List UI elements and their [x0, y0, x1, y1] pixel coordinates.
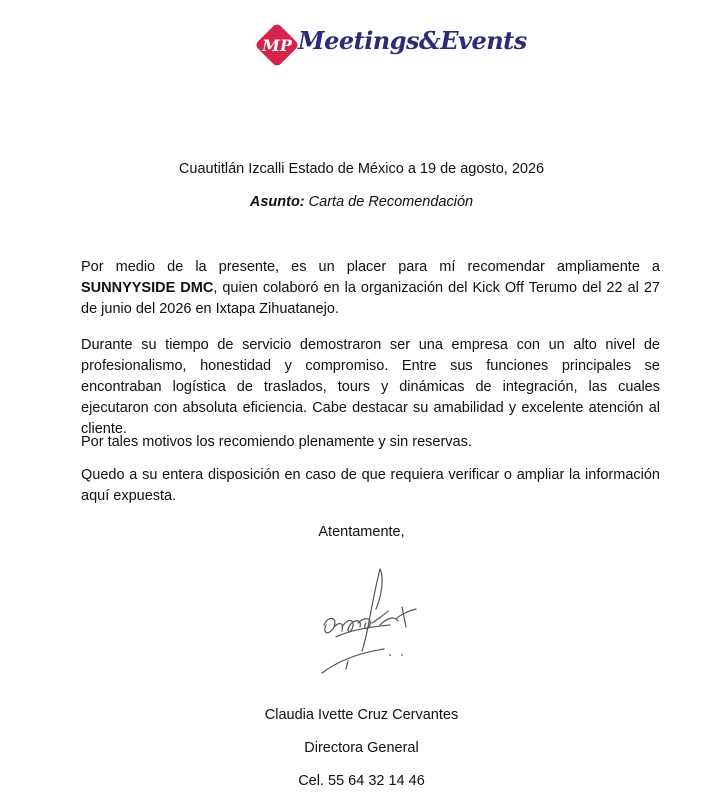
subject-value: Carta de Recomendación [308, 194, 474, 210]
closing-salutation: Atentamente, [318, 524, 405, 540]
signatory-name: Claudia Ivette Cruz Cervantes [264, 707, 459, 723]
subject-label: Asunto: [249, 194, 305, 210]
company-logo [254, 20, 527, 76]
subject-line [0, 193, 723, 211]
paragraph-recommendation [81, 257, 660, 320]
svg-text:MP: MP [262, 36, 292, 55]
handwritten-signature [318, 565, 428, 680]
logo-wordmark: Meetings&Events [298, 26, 527, 55]
signatory-role: Directora General [304, 740, 419, 756]
signatory-phone: Cel. 55 64 32 14 46 [298, 773, 425, 789]
logo-mark-icon [254, 22, 300, 68]
paragraph-availability: Quedo a su entera disposición en caso de que requiera verificar o ampliar la información aquí expuesta. [81, 467, 660, 504]
paragraph-conclusion: Por tales motivos los recomiendo plenamente y sin reservas. [81, 434, 472, 450]
paragraph-service: Durante su tiempo de servicio demostraron ser una empresa con un alto nivel de profesionalismo, honestidad y compromiso. Entre sus funciones principales se encontraban logística de traslados, tours y dinámicas de integración, las cuales ejecutaron con absoluta eficiencia. Cabe destacar su amabilidad y excelente atención al cliente. [81, 337, 660, 437]
company-name: SUNNYYSIDE DMC [81, 280, 214, 296]
paragraph1-rest: , quien colaboró en la organización del Kick Off Terumo del 22 al 27 de junio del 2026 en Ixtapa Zihuatanejo. [81, 280, 660, 317]
paragraph1-intro: Por medio de la presente, es un placer para mí recomendar ampliamente a [81, 259, 660, 275]
place-and-date: Cuautitlán Izcalli Estado de México a 19 de agosto, 2026 [178, 161, 545, 177]
